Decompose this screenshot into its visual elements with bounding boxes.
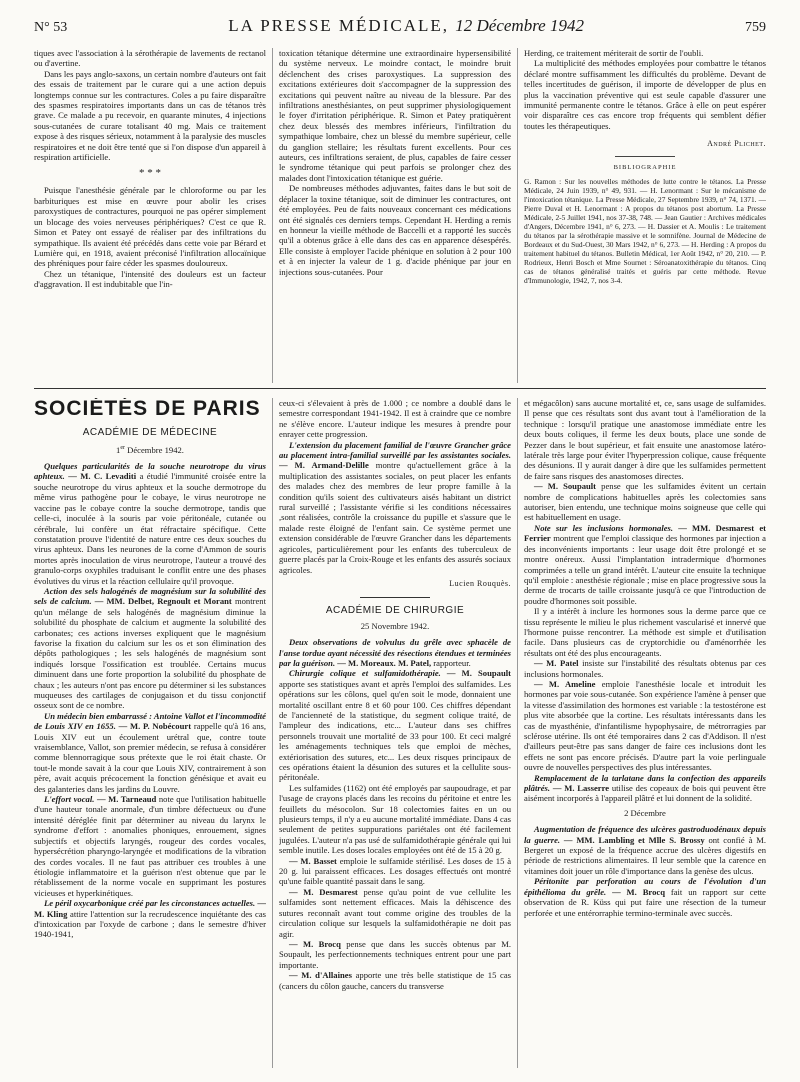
paragraph: Dans les pays anglo-saxons, un certain nombre d'auteurs ont fait des essais de traitement par le curare qui a une action depuis longtemps connue sur les contractures. Coles a pu faire disparaître des spasmes respiratoires importants dans un cas de tétanos très grave. Ce malade a pu recevoir, en quarante minutes, 4 injections sous-cutanées de curare totalisant 40 mg. Mais ce traitement expose à des risques sérieux, notamment à la paralysie des muscles respiratoires et ne doit être tenté que si l'on dispose d'un appareil à respiration artificielle. xyxy=(34,68,266,163)
paragraph: ceux-ci s'élevaient à près de 1.000 ; ce nombre a doublé dans le semestre correspondant 1941-1942. Il est à craindre que ce nombre ne s'élève encore. L'auteur indique les mesures à prendre pour enrayer cette progression. xyxy=(279,398,511,440)
societes-column-3 xyxy=(524,398,766,1068)
issue-number: N° 53 xyxy=(34,20,68,35)
paragraph: toxication tétanique détermine une extraordinaire hypersensibilité du système nerveux. Le moindre contact, le moindre bruit déclenchent des crises paroxystiques. La suppression des excitations extérieures doit s'accompagner de la suppression des excitations qui peuvent naître au niveau de la blessure. Par des infiltrations anesthésiantes, on peut supprimer physiologiquement le foyer d'irritation périphérique. R. Simon et Patey pratiquèrent chez deux blessés des membres inférieurs, l'infiltration du sympathique lombaire, chez un blessé du membre supérieur, celle du ganglion stellaire; les résultats furent excellents. Pour ces auteurs, ces infiltrations seraient, de plus, capables de faire cesser le syndrome tétanique qui peut parfois se prolonger chez des malades dont l'intoxication tétanique est guérie. xyxy=(279,48,511,183)
report: — M. Brocq pense que dans les succès obtenus par M. Soupault, les perfectionnements techniques entrent pour une part importante. xyxy=(279,938,511,970)
paragraph: Puisque l'anesthésie générale par le chloroforme ou par les barbituriques est mise en œuvre pour abolir les crises paroxystiques de contractures, pourquoi ne pas opérer simplement un blocage des voies nerveuses périphériques? C'est ce que R. Simon et Patey ont essayé de réaliser par des infiltrations du sympathique. Ils avaient été précédés dans cette voie par Bérard et Lumière qui, en 1918, avaient préconisé l'infiltration allocaïnique des phréniques pour faire céder les spasmes douloureux. xyxy=(34,185,266,269)
paragraph: Chez un tétanique, l'intensité des douleurs est un facteur d'aggravation. Il est indubitable que l'in- xyxy=(34,268,266,290)
report: — M. Basset emploie le sulfamide stérilisé. Les doses de 15 à 20 g. lui paraissent efficaces. Les dosages effectués ont montré qu'une faible quantité passait dans le sang. xyxy=(279,855,511,887)
report: Chirurgie colique et sulfamidothérapie. — M. Soupault apporte ses statistiques avant et après l'emploi des sulfamides. Les opérations sur les côlons, quel qu'en soit le mode, donnaient une mortalité oscillant entre 8 et 60 pour 100. Ces chiffres dépendant de l'ancienneté de la statistique, du segment colique traité, de l'ampleur des indications, etc... L'auteur dans ses chiffres personnels trouvait une mortalité de 33 pour 100. Et ceci malgré les aménagements techniques tels que emploi de mèches, extériorisation des sutures, etc... Les deux risques principaux de ces opérations étaient la désunion des sutures et la cellulite sous-péritonéale. xyxy=(279,668,511,783)
academy-heading: ACADÉMIE DE MÉDECINE xyxy=(82,427,218,439)
report: — M. Soupault pense que les sulfamides évitent un certain nombre de complications habituelles après les colectomies sans autoriser, bien entendu, une technique moins soigneuse que celle qui est habituellement en usage. xyxy=(524,481,766,523)
report: Un médecin bien embarrassé : Antoine Vallot et l'incommodité de Louis XIV en 1655. — M. P. Nobécourt rappelle qu'à 16 ans, Louis XIV eut un écoulement urétral que, contre toute vraisemblance, Vallot, son premier médecin, se refusa à considérer comme blennorragique sous prétexte que le roi était chaste. Or tout-le monde savait à la cour que Louis XIV, contrairement à son père, avait acquis précocement la fonction génésique et avait eu des galanteries dans les jardins du Louvre. xyxy=(34,710,266,794)
paragraph: tiques avec l'association à la sérothérapie de lavements de rectanol ou d'avertine. xyxy=(34,48,266,69)
report: Quelques particularités de la souche neurotrope du virus aphteux. — M. C. Levaditi a étudié l'immunité croisée entre la souche neurotrope du virus aphteux et la souche dermotrope du même virus pathogène pour le cobaye, le virus neurotrope ne vaccine pas le cobaye contre la souche dermotrope, tandis que celle-ci, inoculée à la souris par voie péritonéale, cutanée ou cérébrale, lui confère un état réfractaire spécifique. Cette constatation prouve l'identité de nature entre ces deux souches du virus aphteux. Dans les neurones de la corne d'Ammon de souris mortes après inoculation de virus neurotrope, l'auteur a trouvé des granulo-corps oxyphiles traduisant le conflit entre une des phases évolutives du virus et la réaction cellulaire qu'il provoque. xyxy=(34,461,266,586)
academy-heading: ACADÉMIE DE CHIRURGIE xyxy=(325,605,465,617)
column-divider xyxy=(272,398,273,1068)
report: Augmentation de fréquence des ulcères gastroduodénaux depuis la guerre. — MM. Lambling et Mlle S. Brossy ont confié à M. Bergeret un exposé de la fréquence accrue des ulcères digestifs en période de restrictions alimentaires. Il leur semble que la carence en vitamines doit jouer un rôle d'importance dans la genèse des ulcus. xyxy=(524,824,766,876)
report: Action des sels halogénés de magnésium sur la solubilité des sels de calcium. — MM. Delbet, Regnoult et Morant montrent qu'un mélange de sels halogénés de magnésium diminue la solubilité du phosphate de calcium et augmente la solubilité des carbonates; ces actions inverses expliquent que le magnésium favorise la fixation du calcium sur les os et son élimination des dépôts pathologiques ; les sels halogénés de magnésium sont indiqués lorsque l'ossification est troublée. Certains mucus diminuent dans une forte proportion la solubilité du phosphate de chaux ; les auteurs n'ont pas encore pu déterminer si les substances muqueuses des cartilages de conjugaison et du tissu conjonctif osseux sont de ce nombre. xyxy=(34,585,266,711)
journal-title xyxy=(228,16,584,36)
bibliography-text: G. Ramon : Sur les nouvelles méthodes de lutte contre le tétanos. La Presse Médicale, 24 Juin 1939, n° 49, 931. — H. Lenormant : Sur le mécanisme de l'intoxication tétanique. La Presse Médicale, 27 Septembre 1939, n° 74, 1371. — Pierre Duval et H. Lenormant : A propos du tétanos post abortum. La Presse Médicale, 2-5 Juillet 1941, nos 37-38, 748. — Jean Gautier : Archives médicales d'Angers, Décembre 1941, n° 6, 273. — H. Dassier et A. Moulis : Le traitement du tétanos par la sérothérapie massive et le somnifène. Journal de Médecine de Bordeaux et du Sud-Ouest, 30 Mars 1942, n° 6, 273. — H. Herding : A propos du traitement habituel du tétanos. Bulletin Médical, 1er Août 1942, n° 20, 210. — P. Rodrieux, Henri Bosch et Mme Sournet : Séroanatoxithérapie du tétanos. Cinq cas de tétanos généralisé traités et guéris par cette méthode. Revue d'Immunologie, 1942, 7, nos 3-4. xyxy=(524,177,766,286)
reporter-signature: Lucien Rouquès. xyxy=(449,578,511,588)
column-divider xyxy=(272,48,273,383)
report: — M. Patel insiste sur l'instabilité des résultats obtenus par ces inclusions hormonales. xyxy=(524,658,766,679)
paragraph: De nombreuses méthodes adjuvantes, faites dans le but soit de déplacer la toxine tétanique, soit de diminuer les contractures, ont été employées. Peu de faits nouveaux concernant ces médications ont été signalés ces derniers temps. Cependant H. Herding a remis en honneur la vieille méthode de Baccelli et a rapporté les succès qu'il a obtenus grâce à elle dans des cas en apparence désespérés. Elle consiste à employer l'acide phénique en solution à 2 pour 100 et à en injecter la valeur de 1 g. d'acide phénique par jour en injections sous-cutanées. Pour xyxy=(279,183,511,277)
paragraph: Les sulfamides (1162) ont été employés par saupoudrage, et par l'usage de crayons placés dans les recoins du péritoine et entre les feuillets du mésocolon. Sur 18 colectomies faites en un ou plusieurs temps, il n'y a eu aucune mortalité immédiate. Dans 4 cas seulement de petites suppurations pariétales ont été facilement jugulées. L'auteur n'a pas usé de sulfamidothérapie générale qui lui semble inutile. Les doses locales employées ont été de 15 à 20 g. xyxy=(279,782,511,856)
section-rule xyxy=(34,388,766,389)
top-column-2 xyxy=(279,48,511,383)
paragraph: Herding, ce traitement mériterait de sortir de l'oubli. xyxy=(524,48,704,58)
bibliography-heading: BIBLIOGRAPHIE xyxy=(613,163,677,171)
top-column-3 xyxy=(524,48,766,383)
session-date: 2 Décembre xyxy=(624,807,666,818)
report: Remplacement de la tarlatane dans la confection des appareils plâtrés. — M. Lasserre utilise des copeaux de bois qui peuvent être aisément incorporés à l'appareil plâtré et lui donnent de la solidité. xyxy=(524,772,766,804)
page-number: 759 xyxy=(744,20,766,35)
bibliography xyxy=(524,177,766,285)
column-divider xyxy=(517,398,518,1068)
section-title: SOCIÉTÉS DE PARIS xyxy=(34,398,261,420)
top-column-1 xyxy=(34,48,266,383)
separator xyxy=(360,597,430,598)
author-signature: André Plichet. xyxy=(707,139,766,149)
journal-name: LA PRESSE MÉDICALE, xyxy=(228,16,449,35)
paragraph: La multiplicité des méthodes employées pour combattre le tétanos déclaré montre suffisamment les difficultés du problème. Devant de telles incertitudes de guérison, il importe de développer de plus en plus la vaccination préventive qui est seule capable d'assurer une immunité permanente contre le tétanos. Grâce à elle on peut espérer voir disparaître ces cas encore trop fréquents qui semblent défier toutes les thérapeutiques. xyxy=(524,58,766,131)
societes-column-1 xyxy=(34,398,266,1068)
session-date: 25 Novembre 1942. xyxy=(360,620,430,631)
report: Péritonite par perforation au cours de l'évolution d'un épithélioma du grêle. — M. Brocq fait un rapport sur cette observation de R. Küss qui put faire une résection de la tumeur perforée et une entérorraphie termino-terminale avec succès. xyxy=(524,876,766,918)
section-stars: * * * xyxy=(139,167,161,180)
paragraph: Il y a intérêt à inclure les hormones sous la derme parce que ce tissu représente le milieu le plus richement vascularisé et innervé que l'hormone puisse rencontrer. La méthode est simple et d'utilisation facile. Dans plusieurs cas de cryptorchidie ou d'aménorrhée les résultats ont été des plus encourageants. xyxy=(524,606,766,658)
report: Le péril oxycarbonique créé par les circonstances actuelles. — M. Kling attire l'attention sur la recrudescence inquiétante des cas d'intoxication par l'oxyde de carbone ; dans le semestre d'hiver 1940-1941, xyxy=(34,898,266,940)
column-divider xyxy=(517,48,518,383)
page-header xyxy=(34,16,766,38)
issue-date: 12 Décembre 1942 xyxy=(455,16,584,35)
report: — M. d'Allaines apporte une très belle statistique de 15 cas (cancers du côlon gauche, cancers du transverse xyxy=(279,970,511,991)
report: Deux observations de volvulus du grêle avec sphacèle de l'anse tordue ayant nécessité des résections étendues et terminées par la guérison. — M. Moreaux. M. Patel, rapporteur. xyxy=(279,637,511,668)
report: — M. Ameline emploie l'anesthésie locale et introduit les hormones par voie sous-cutanée. Son expérience l'amène à penser que la vitesse d'assimilation des hormones est variable : la testostérone est plus vite absorbée que la cortine. Les résultats intéressants dans les cas de myasthénie, d'infantilisme hypophysaire, de métrorragies par sclérose utérine. Ils ont été temporaires dans 2 cas d'Addison. Il n'est d'ailleurs peut-être pas sans danger de faire ces inclusions dont les effets ne sont pas encore précisés. D'autre part la voie perlinguale ouvre de nouvelles perspectives des plus intéressantes. xyxy=(524,678,766,773)
report: L'effort vocal. — M. Tarneaud note que l'utilisation habituelle d'une hauteur tonale anormale, d'un timbre défectueux ou d'une intensité déréglée finit par déterminer au niveau du larynx le syndrome d'effort : anomalies phoniques, enrouement, signes subjectifs et objectifs laryngés, rougeur des cordes vocales, hypersécrétion pharyngo-laryngée et modifications de la vibration des cordes vocales. Il ne faut pas attribuer ces troubles à une étiologie inflammatoire et la guérison n'est obtenue que par le rétablissement de la norme vocale en supprimant les postures vicieuses et hyperkinétiques. xyxy=(34,794,266,898)
report: L'extension du placement familial de l'œuvre Grancher grâce au placement intra-familial surveillé par les assistantes sociales. — M. Armand-Delille montre qu'actuellement grâce à la multiplication des assistantes sociales, on peut placer les enfants des malades chez des membres de leur propre famille à la condition qu'ils soient des cultivateurs aisés habitant un district rural surveillé ; l'assistante vérifie si les conditions nécessaires ,sont réalisées, contrôle la croissance du pupille et s'assure que le malade reste éloigné de l'enfant sain. Ce système permet une extension considérable de l'œuvre Grancher dans les départements agricoles, particulièrement pour les enfants des tuberculeux de guerre placés par la Croix-Rouge et les enfants des assurés sociaux agricoles. xyxy=(279,439,511,575)
paragraph: et mégacôlon) sans aucune mortalité et, ce, sans usage de sulfamides. Il pense que ces résultats sont dus avant tout à l'amélioration de la technique : lorsqu'il pratique une anastomose immédiate entre les deux bouts coliques, il ferme les deux bouts, place une sonde de Pezzer dans le bout supérieur, et fait ensuite une anastomose latéro-latérale très large pour éviter l'hyperpression colique, cause fréquente des désunions. Il y aurait danger à dire que les sulfamides permettent de faire sans risques des anastomoses directes. xyxy=(524,398,766,481)
societes-column-2 xyxy=(279,398,511,1068)
separator xyxy=(615,156,675,157)
report: Note sur les inclusions hormonales. — MM. Desmarest et Ferrier montrent que l'emploi classique des hormones par injection a des inconvénients importants : leur usage doit être prolongé et se montre onéreux. Aussi l'implantation intradermique d'hormones comprimées a telle un grand intérêt. L'auteur cite ensuite la technique qu'il emploie : anesthésie régionale ; mise en place progressive sous la derme de trocarts de taille croissante jusqu'à ce que l'introduction de poudre d'hormones soit possible. xyxy=(524,522,766,606)
session-date: 1er Décembre 1942. xyxy=(116,444,184,455)
report: — M. Desmarest pense qu'au point de vue cellulite les sulfamides sont nettement efficaces. Mais la déhiscence des sutures reconnaît avant tout comme origine des troubles de la circulation colique sur lesquels la sulfamidothérapie ne doit pas agir. xyxy=(279,886,511,939)
